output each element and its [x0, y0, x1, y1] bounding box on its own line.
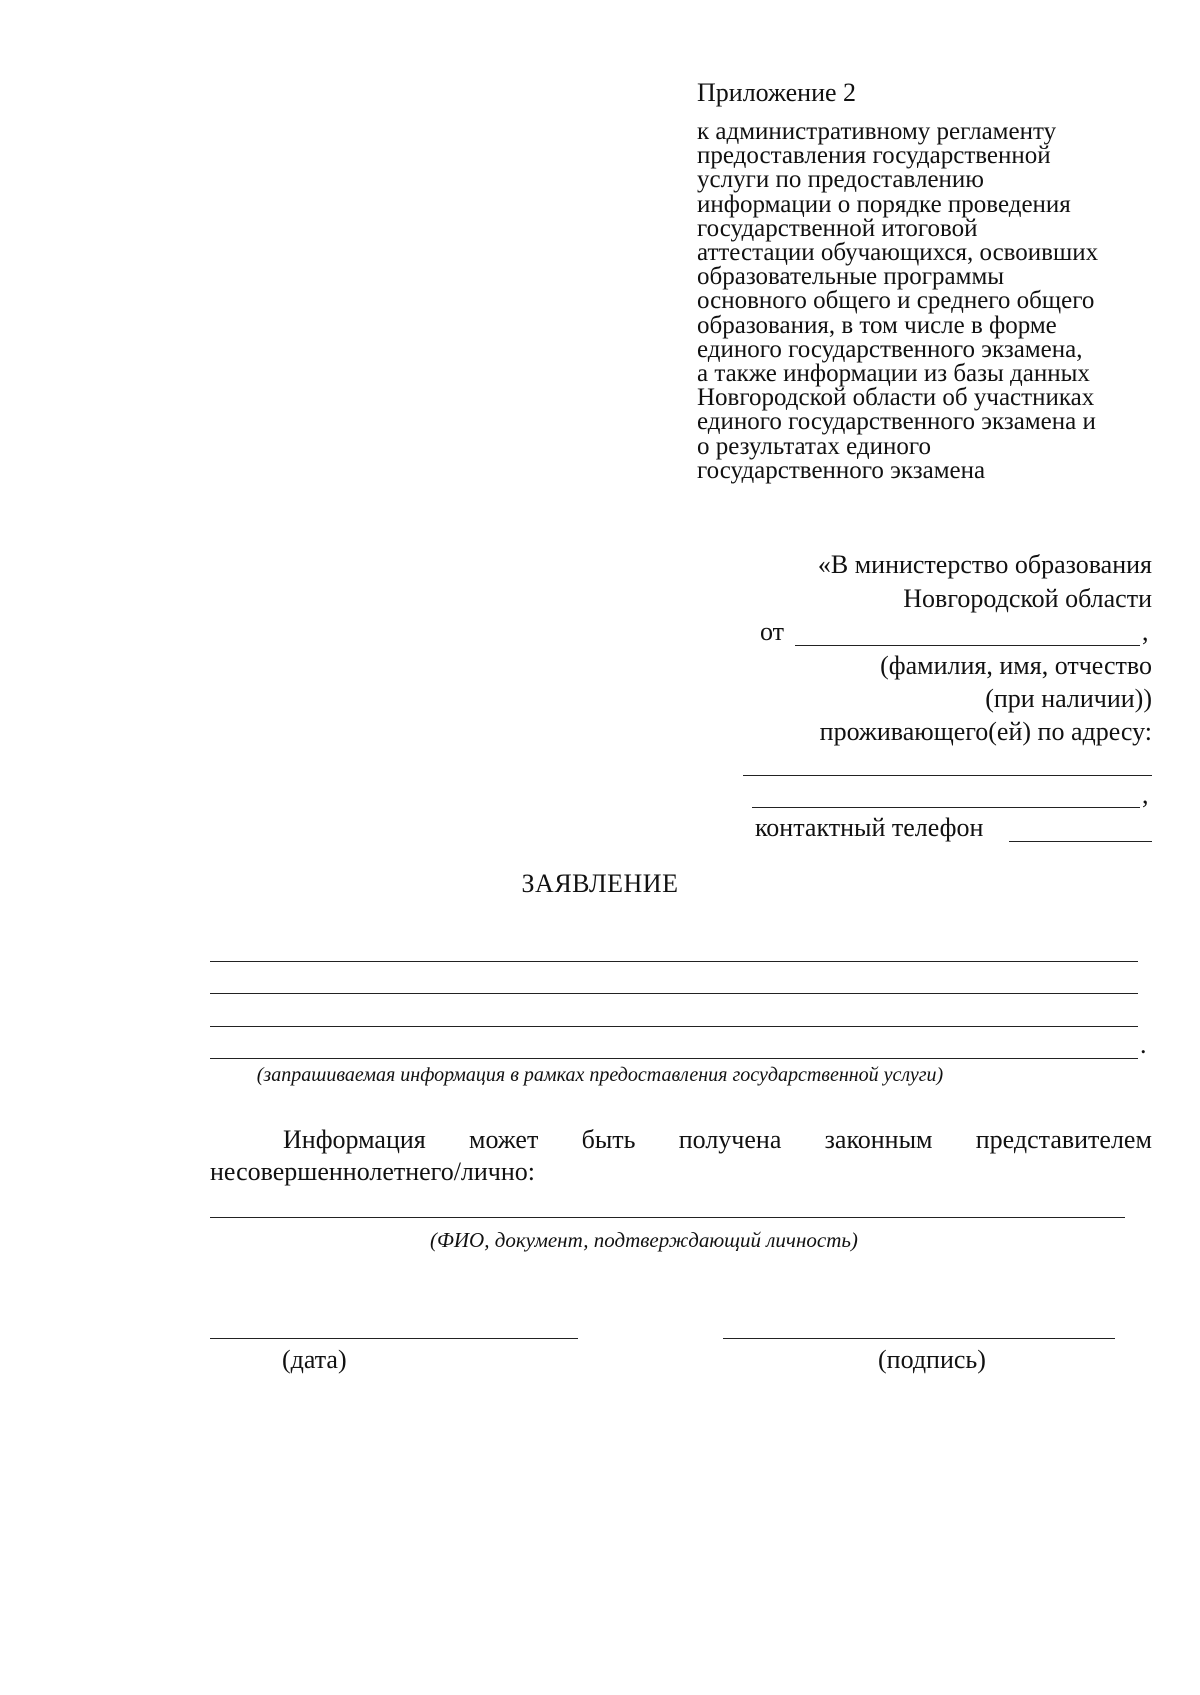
- signature-label: (подпись): [878, 1345, 986, 1374]
- appendix-line: единого государственного экзамена и: [697, 408, 1096, 436]
- address-label: проживающего(ей) по адресу:: [819, 717, 1152, 746]
- appendix-line: информации о порядке проведения: [697, 190, 1071, 218]
- appendix-line: аттестации обучающихся, освоивших: [697, 239, 1099, 267]
- signature-field[interactable]: [723, 1338, 1115, 1339]
- request-hint: (запрашиваемая информация в рамках предоставления государственной услуги): [256, 1064, 944, 1086]
- appendix-line: предоставления государственной: [697, 142, 1051, 170]
- name-hint-line-1: (фамилия, имя, отчество: [880, 651, 1152, 680]
- fio-hint: (ФИО, документ, подтверждающий личность): [430, 1228, 858, 1252]
- address-field-line-1[interactable]: [743, 775, 1152, 776]
- address-field-line-2[interactable]: [752, 807, 1140, 808]
- para-word: может: [469, 1125, 539, 1154]
- request-field-line-3[interactable]: [210, 1026, 1138, 1027]
- appendix-line: а также информации из базы данных: [697, 360, 1090, 388]
- appendix-line: единого государственного экзамена,: [697, 335, 1083, 363]
- from-label: от: [760, 617, 785, 646]
- para-word: быть: [581, 1125, 636, 1154]
- appendix-line: основного общего и среднего общего: [697, 287, 1095, 315]
- comma-mark: ,: [1142, 780, 1149, 809]
- appendix-description: [697, 120, 1157, 483]
- appendix-line: государственной итоговой: [697, 214, 978, 242]
- applicant-name-field[interactable]: [795, 645, 1140, 646]
- appendix-line: Новгородской области об участниках: [697, 384, 1095, 412]
- appendix-line: образовательные программы: [697, 263, 1005, 291]
- appendix-line: к административному регламенту: [697, 118, 1057, 145]
- period-mark: .: [1140, 1030, 1147, 1059]
- appendix-line: образования, в том числе в форме: [697, 311, 1057, 339]
- phone-label: контактный телефон: [755, 813, 984, 842]
- appendix-title: Приложение 2: [697, 78, 857, 107]
- fio-field[interactable]: [210, 1217, 1125, 1218]
- date-field[interactable]: [210, 1338, 578, 1339]
- request-field-line-2[interactable]: [210, 993, 1138, 994]
- para-line-2: несовершеннолетнего/лично:: [210, 1157, 536, 1186]
- para-word: Информация: [283, 1125, 426, 1154]
- representative-paragraph: [210, 1125, 1152, 1187]
- addressee-line-2: Новгородской области: [903, 584, 1152, 613]
- para-word: получена: [678, 1125, 782, 1154]
- request-field-line-4[interactable]: [210, 1058, 1138, 1059]
- phone-field[interactable]: [1009, 841, 1152, 842]
- document-title: ЗАЯВЛЕНИЕ: [521, 869, 679, 898]
- date-label: (дата): [282, 1345, 347, 1374]
- comma-mark: ,: [1142, 617, 1149, 646]
- request-field-line-1[interactable]: [210, 961, 1138, 962]
- para-word: законным: [824, 1125, 933, 1154]
- appendix-line: услуги по предоставлению: [697, 166, 984, 194]
- appendix-line: государственного экзамена: [697, 456, 986, 484]
- para-word: представителем: [975, 1125, 1152, 1154]
- appendix-line: о результатах единого: [697, 432, 931, 460]
- name-hint-line-2: (при наличии)): [985, 684, 1152, 713]
- addressee-line-1: «В министерство образования: [817, 550, 1152, 579]
